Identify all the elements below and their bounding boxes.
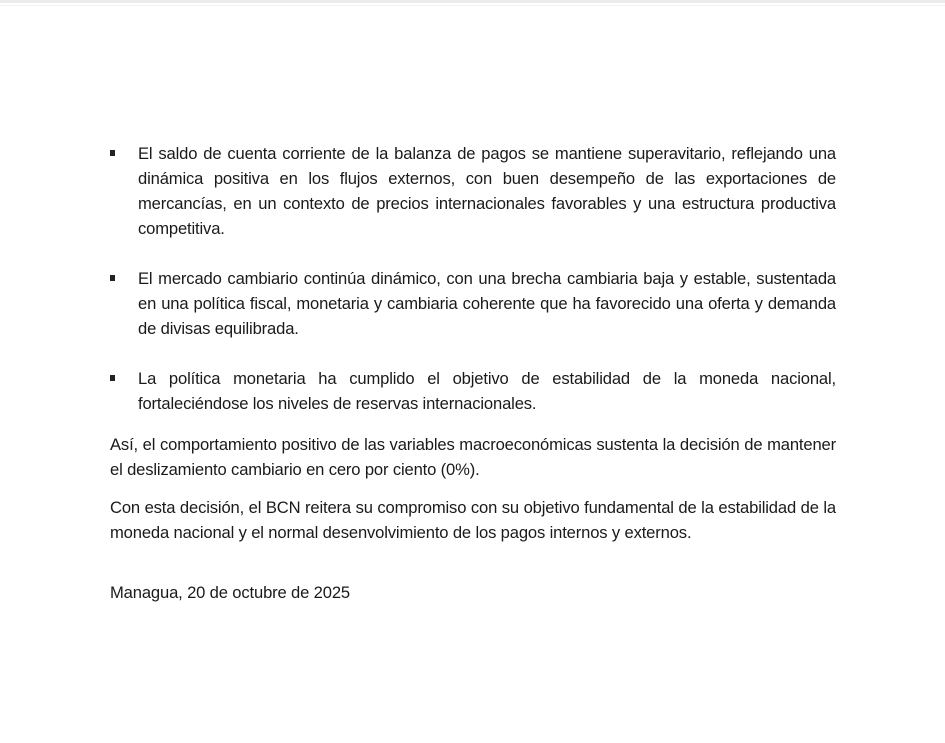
bullet-text: El saldo de cuenta corriente de la balanza de pagos se mantiene superavitario, reflejando una dinámica positiva en los flujos externos, con buen desempeño de las exportaciones de mercancías, en un contexto de precios internacionales favorables y una estructura productiva competitiva. bbox=[138, 144, 836, 238]
bullet-item-current-account bbox=[110, 141, 836, 241]
place-date: Managua, 20 de octubre de 2025 bbox=[110, 583, 350, 602]
page-top-edge bbox=[0, 0, 945, 3]
document-page bbox=[110, 141, 836, 605]
conclusion-paragraph: Así, el comportamiento positivo de las variables macroeconómicas sustenta la decisión de mantener el deslizamiento cambiario en cero por ciento (0%). bbox=[110, 435, 836, 479]
square-bullet-icon bbox=[110, 275, 115, 281]
bullet-text: La política monetaria ha cumplido el objetivo de estabilidad de la moneda nacional, fortaleciéndose los niveles de reservas internacionales. bbox=[138, 369, 836, 413]
commitment-paragraph: Con esta decisión, el BCN reitera su compromiso con su objetivo fundamental de la estabilidad de la moneda nacional y el normal desenvolvimiento de los pagos internos y externos. bbox=[110, 498, 836, 542]
square-bullet-icon bbox=[110, 375, 115, 381]
bullet-item-exchange-market bbox=[110, 266, 836, 341]
square-bullet-icon bbox=[110, 150, 115, 156]
bullet-list bbox=[110, 141, 836, 416]
bullet-item-monetary-policy bbox=[110, 366, 836, 416]
bullet-text: El mercado cambiario continúa dinámico, con una brecha cambiaria baja y estable, sustentada en una política fiscal, monetaria y cambiaria coherente que ha favorecido una oferta y demanda de divisas equilibrada. bbox=[138, 269, 836, 338]
page-top-divider bbox=[0, 5, 945, 6]
